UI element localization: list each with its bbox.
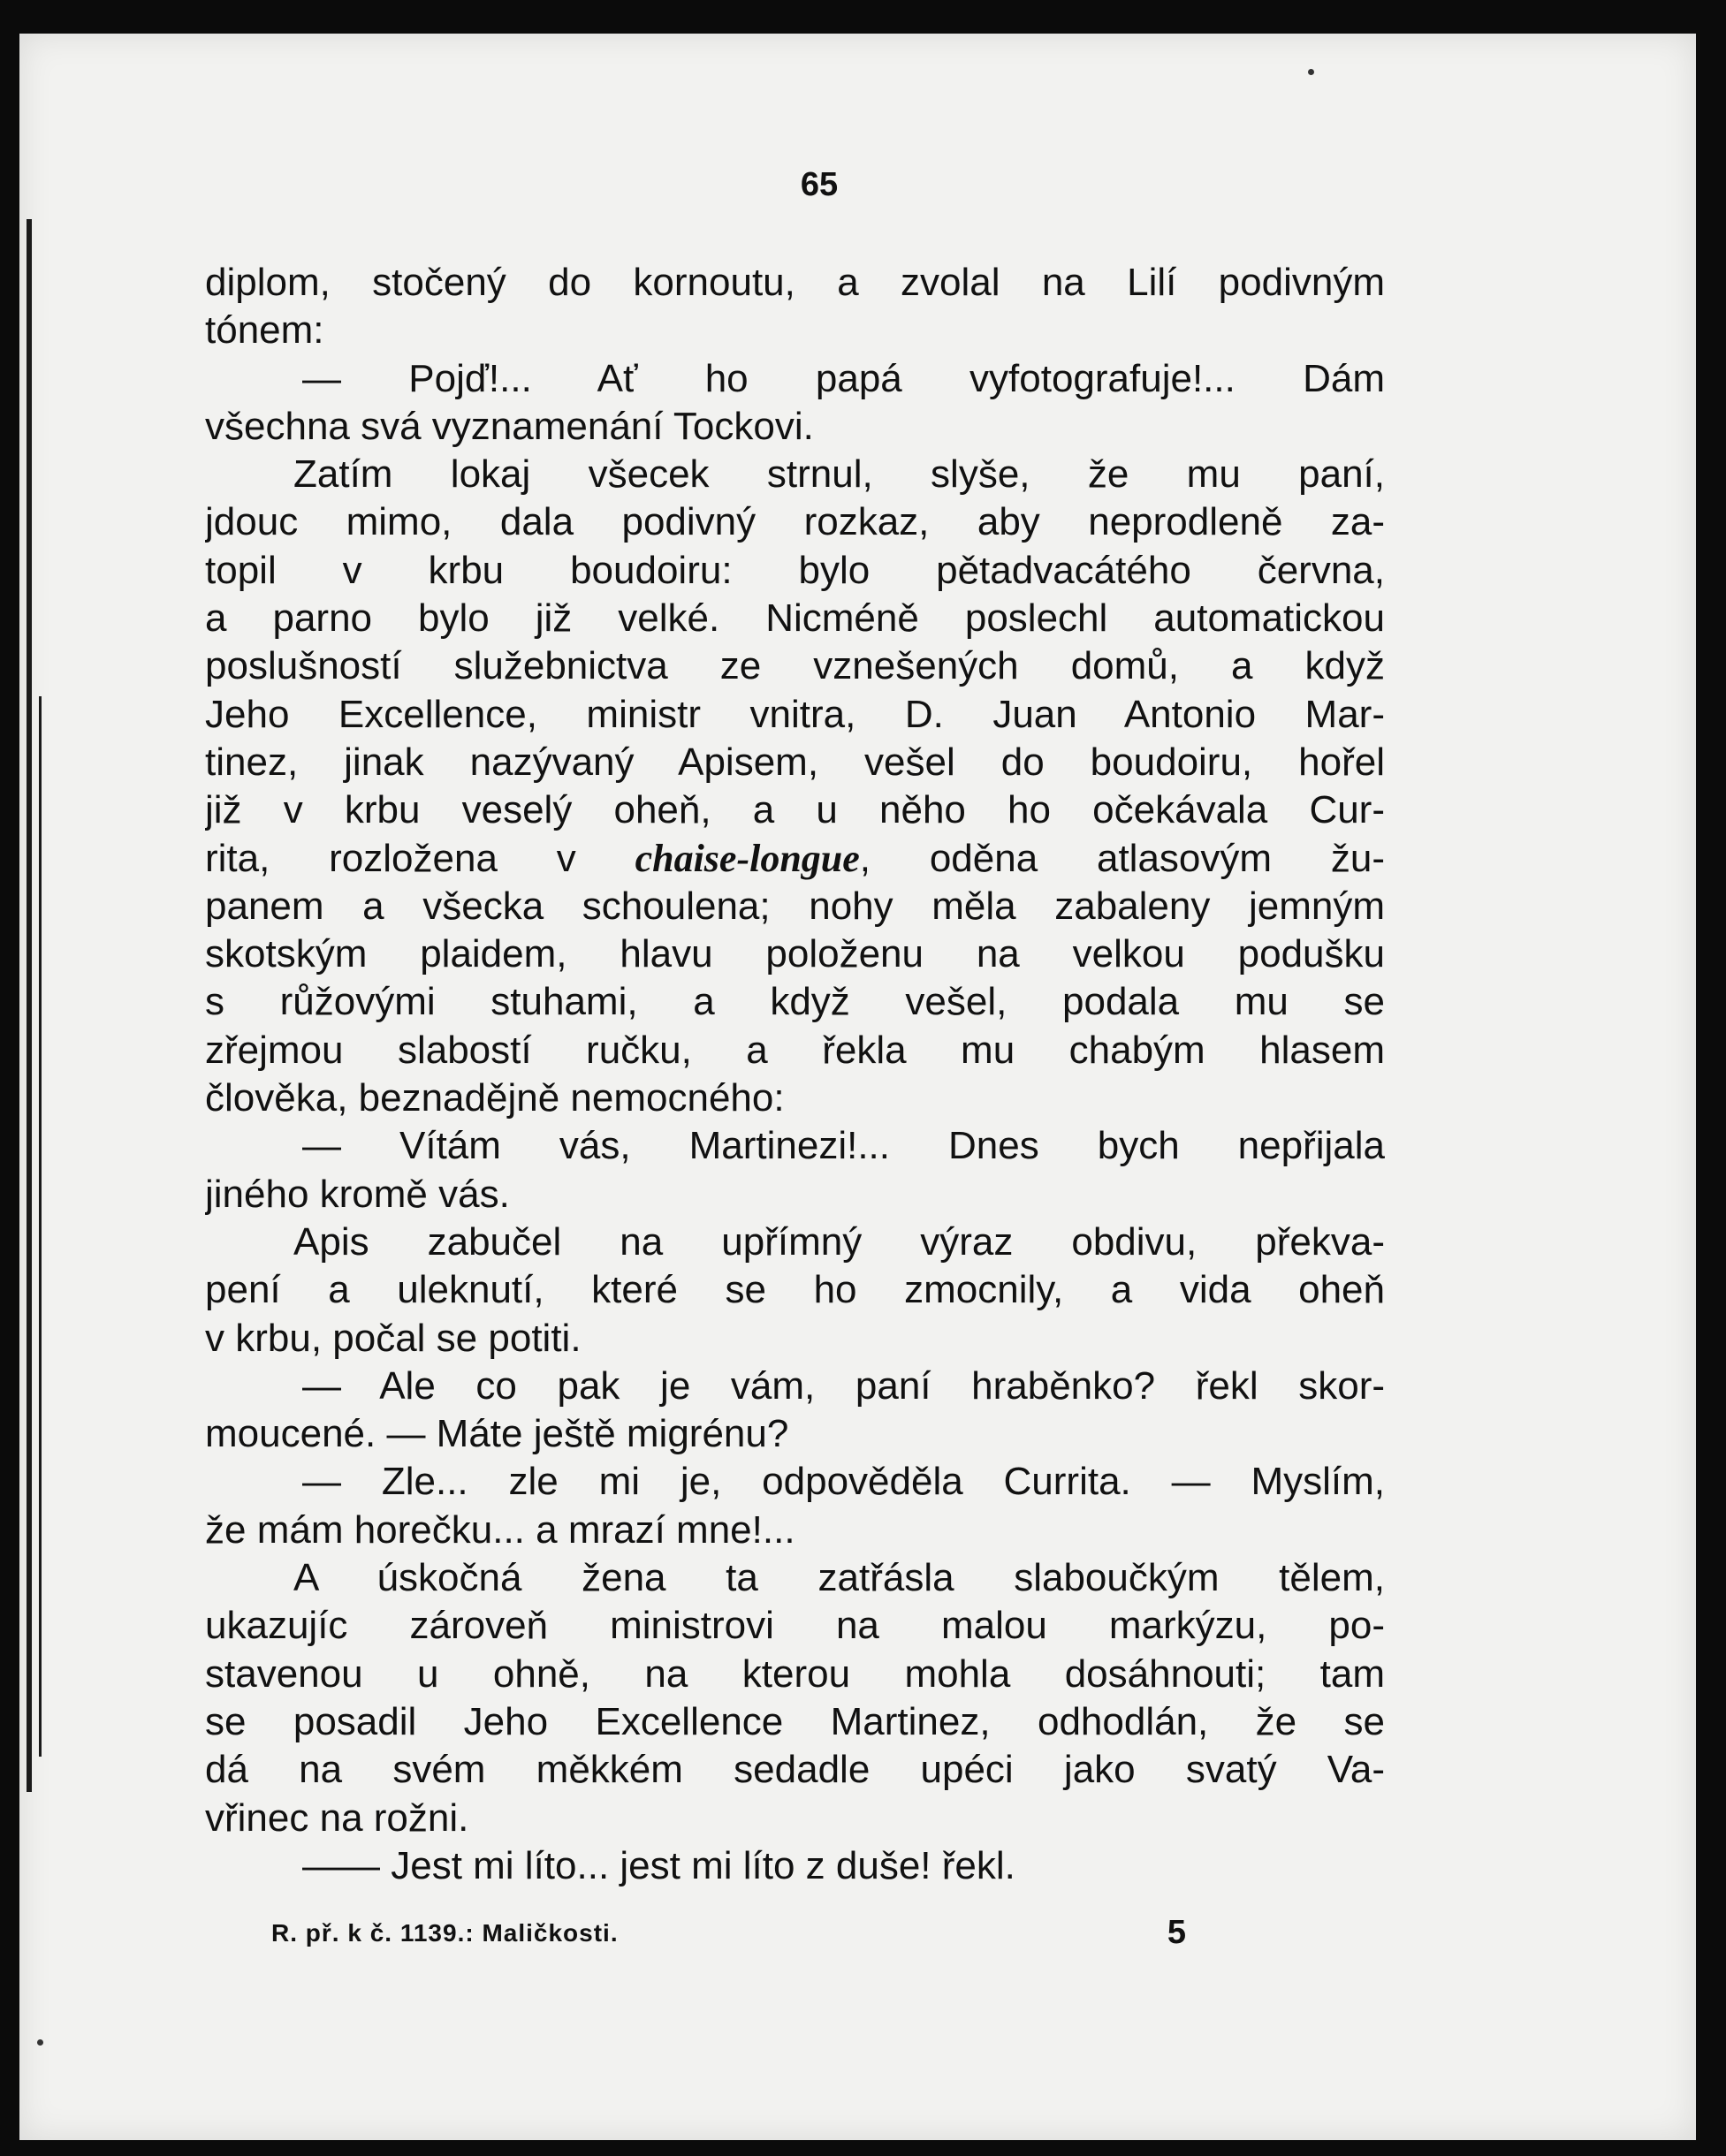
page-edge-rule [27,219,32,1792]
footer-sheet-number: 5 [1167,1914,1186,1951]
text-line: tinez, jinak nazývaný Apisem, vešel do boudoiru, hořel [205,740,1385,784]
text-line: dá na svém měkkém sedadle upéci jako svatý Va- [205,1748,1385,1792]
text-line: Zatím lokaj všecek strnul, slyše, že mu paní, [293,452,1385,497]
book-page [19,34,1696,2140]
text-line: panem a všecka schoulena; nohy měla zabaleny jemným [205,884,1385,928]
text-line: pení a uleknutí, které se ho zmocnily, a vida oheň [205,1268,1385,1312]
text-line: jdouc mimo, dala podivný rozkaz, aby neprodleně za- [205,500,1385,544]
page-edge-rule-inner [39,696,42,1757]
text-line: všechna svá vyznamenání Tockovi. [205,404,814,448]
text-line: již v krbu veselý oheň, a u něho ho očekávala Cur- [205,788,1385,832]
body-text [205,259,1385,1890]
text-line: tónem: [205,308,324,353]
text-line: ukazujíc zároveň ministrovi na malou markýzu, po- [205,1604,1385,1648]
text-line: vřinec na rožni. [205,1795,469,1840]
text-line: a parno bylo již velké. Nicméně poslechl automatickou [205,596,1385,641]
text-line: člověka, beznadějně nemocného: [205,1076,785,1120]
text-line: topil v krbu boudoiru: bylo pětadvacátého června, [205,548,1385,592]
ink-speck [1308,69,1314,75]
text-line: — Pojď!... Ať ho papá vyfotografuje!... Dám [302,356,1385,400]
text-line: stavenou u ohně, na kterou mohla dosáhnouti; tam [205,1651,1385,1696]
text-line: s růžovými stuhami, a když vešel, podala mu se [205,980,1385,1024]
text-line: diplom, stočený do kornoutu, a zvolal na Lilí podivným [205,261,1385,304]
text-line: že mám horečku... a mrazí mne!... [205,1507,795,1552]
text-line: —— Jest mi líto... jest mi líto z duše! řekl. [302,1843,1015,1887]
text-line: v krbu, počal se potiti. [205,1316,582,1360]
text-line: A úskočná žena ta zatřásla slaboučkým tělem, [293,1556,1385,1600]
text-line: se posadil Jeho Excellence Martinez, odhodlán, že se [205,1699,1385,1743]
text-line [205,835,1385,883]
footer-signature: R. př. k č. 1139.: Maličkosti. [271,1919,619,1947]
text-line: zřejmou slabostí ručku, a řekla mu chabým hlasem [205,1028,1385,1072]
page-number: 65 [800,166,839,203]
ink-speck [37,2039,43,2046]
text-segment: , oděna atlasovým žu- [859,836,1385,880]
text-line: Jeho Excellence, ministr vnitra, D. Juan Antonio Mar- [205,692,1385,736]
text-line: moucené. — Máte ještě migrénu? [205,1412,789,1456]
text-line: skotským plaidem, hlavu položenu na velkou podušku [205,932,1385,976]
text-line: — Ale co pak je vám, paní hraběnko? řekl skor- [302,1363,1385,1408]
text-line: poslušností služebnictva ze vznešených domů, a když [205,644,1385,688]
text-line: Apis zabučel na upřímný výraz obdivu, překva- [293,1219,1385,1264]
text-line: jiného kromě vás. [205,1172,510,1216]
text-line: — Zle... zle mi je, odpověděla Currita. — Myslím, [302,1460,1385,1504]
text-line: — Vítám vás, Martinezi!... Dnes bych nepřijala [302,1124,1385,1168]
text-segment: rita, rozložena v [205,836,635,880]
italic-term: chaise-longue [635,836,860,880]
